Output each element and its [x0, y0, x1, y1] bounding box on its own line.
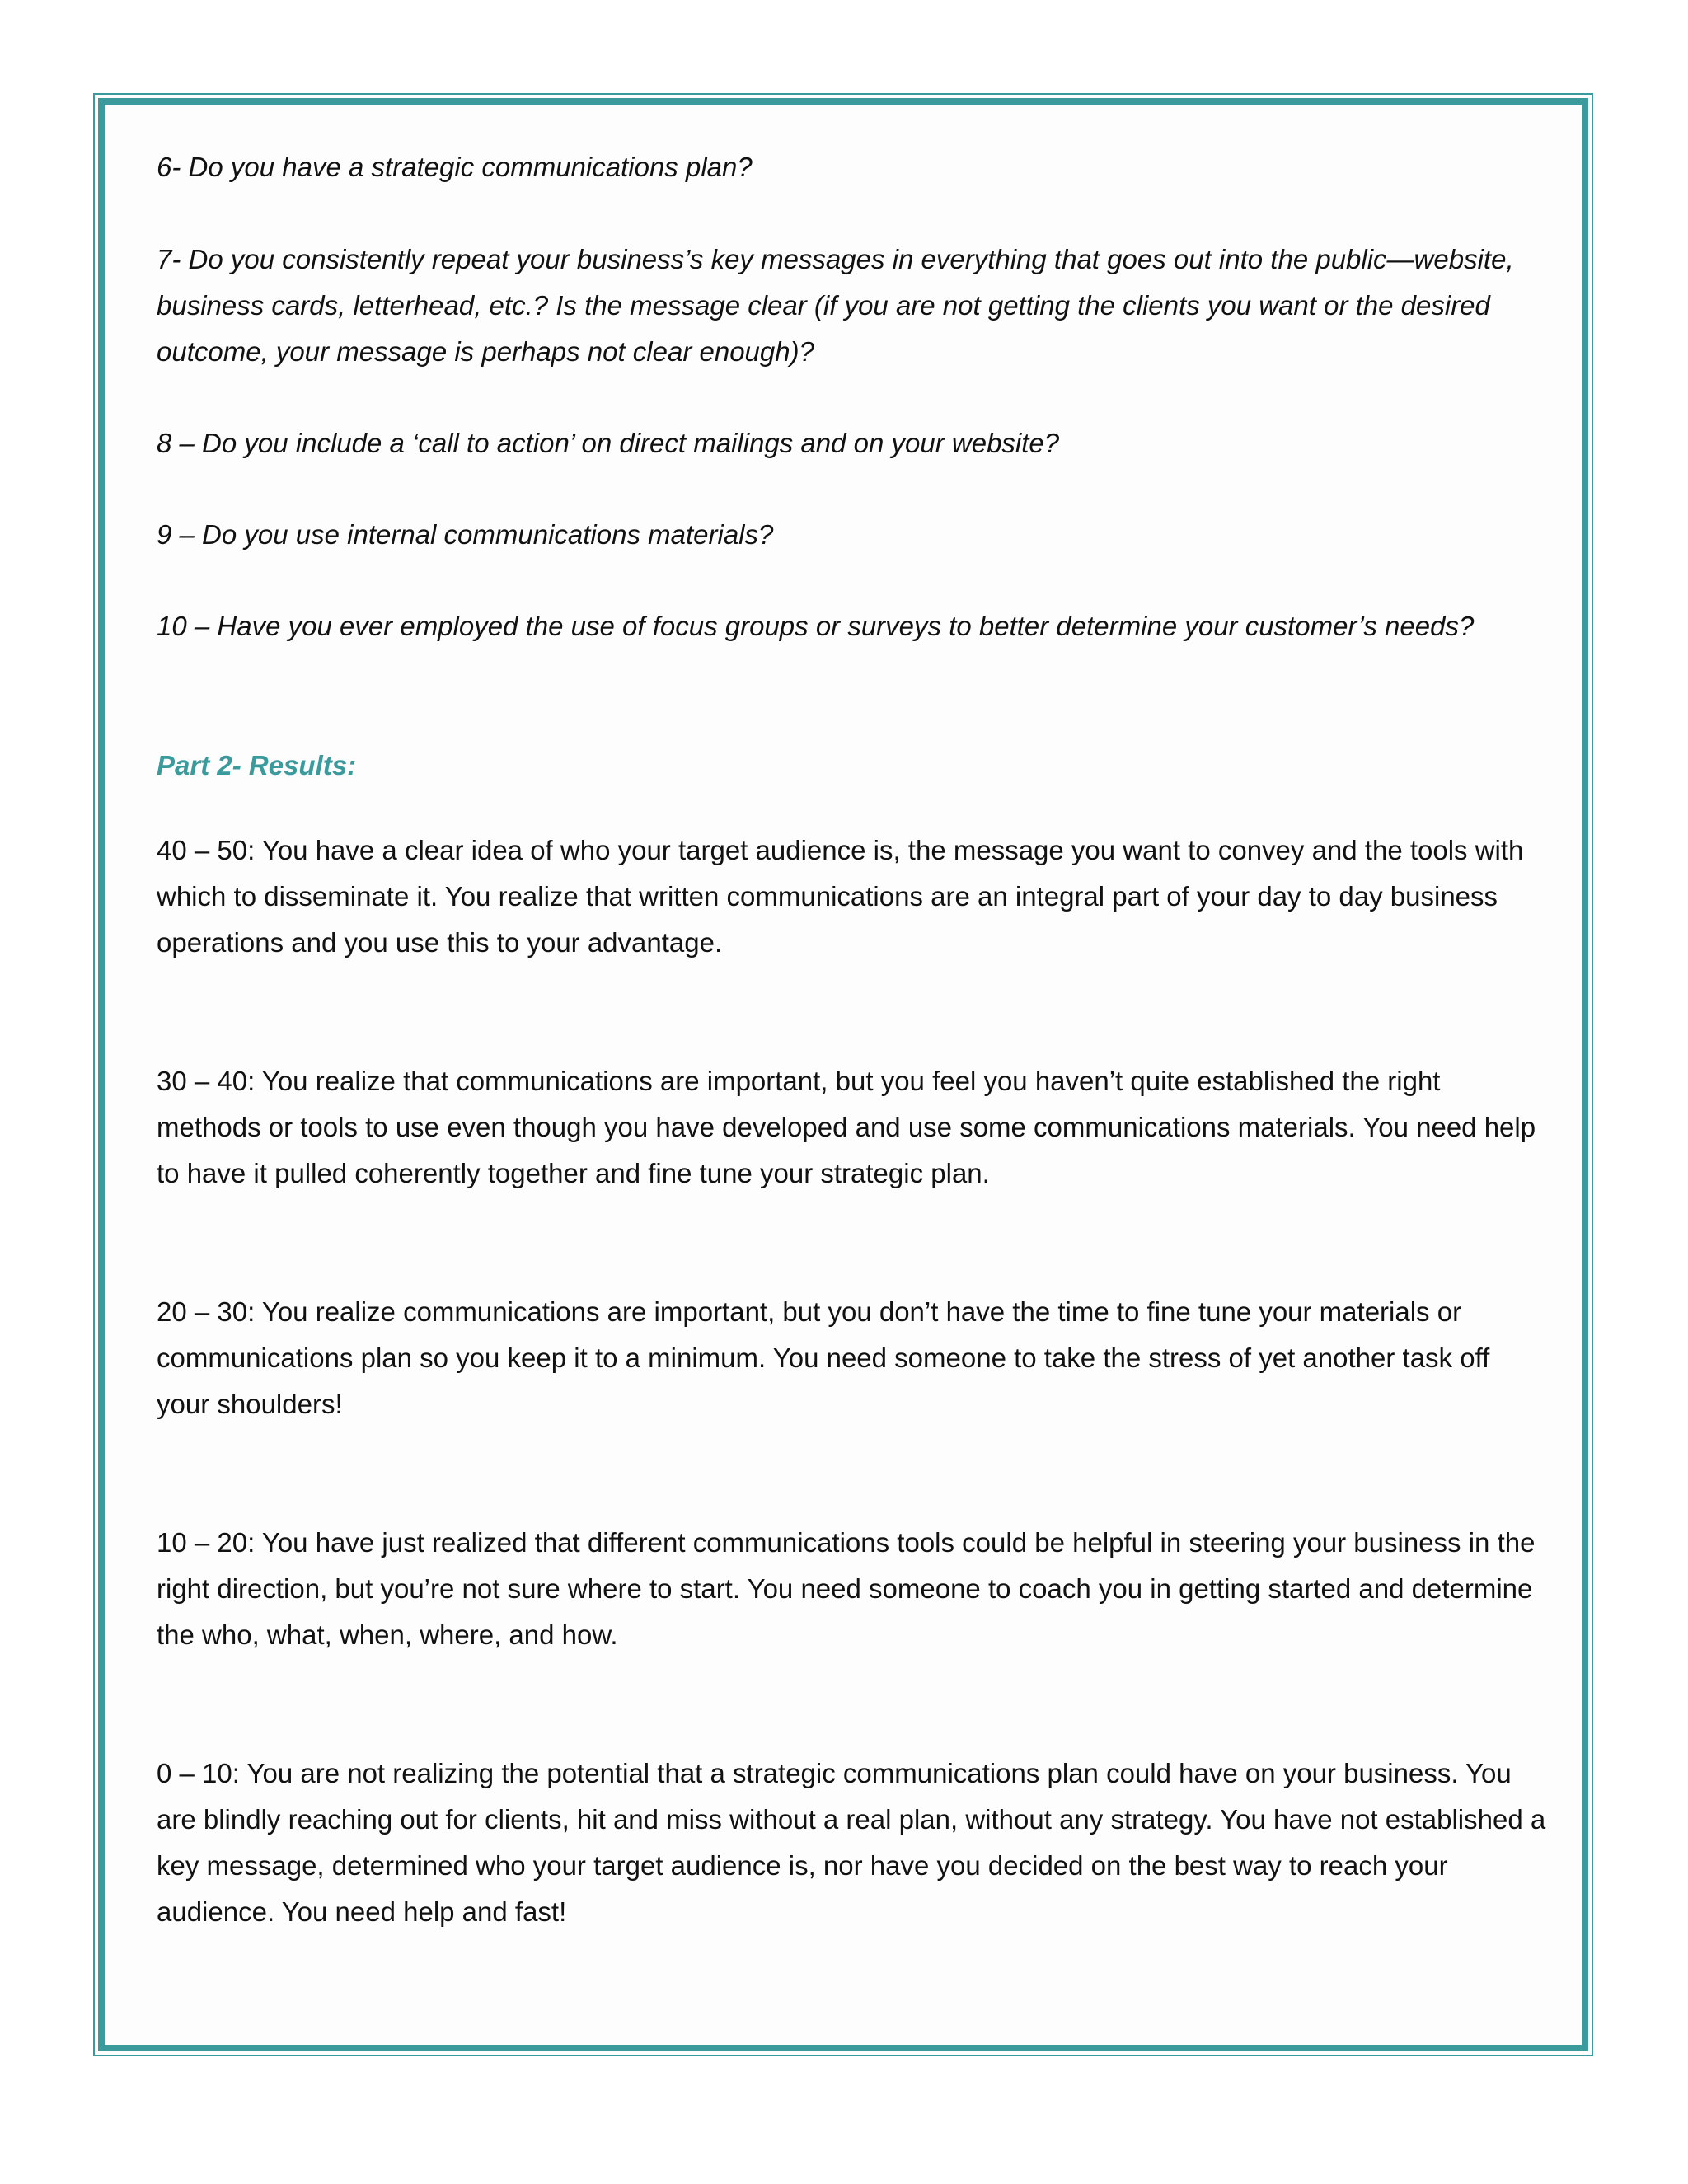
- result-30-40: 30 – 40: You realize that communications are important, but you feel you haven’t quite established the right methods or tools to use even though you have developed and use some communications materials. You need help to have it pulled coherently together and fine tune your strategic plan.: [157, 1066, 1536, 1188]
- question-10: 10 – Have you ever employed the use of focus groups or surveys to better determine your customer’s needs?: [157, 611, 1475, 641]
- question-6: 6- Do you have a strategic communications plan?: [157, 152, 753, 182]
- result-0-10: 0 – 10: You are not realizing the potential that a strategic communications plan could have on your business. You are blindly reaching out for clients, hit and miss without a real plan, without any strategy. You have not established a key message, determined who your target audience is, nor have you decided on the best way to reach your audience. You need help and fast!: [157, 1758, 1546, 1927]
- result-20-30: 20 – 30: You realize communications are important, but you don’t have the time to fine tune your materials or communications plan so you keep it to a minimum. You need someone to take the stress of yet another task off your shoulders!: [157, 1296, 1490, 1419]
- question-9: 9 – Do you use internal communications materials?: [157, 519, 774, 550]
- result-10-20: 10 – 20: You have just realized that different communications tools could be helpful in steering your business in the right direction, but you’re not sure where to start. You need someone to coach you in getting started and determine the who, what, when, where, and how.: [157, 1527, 1536, 1650]
- question-7: 7- Do you consistently repeat your business’s key messages in everything that goes out into the public—website, business cards, letterhead, etc.? Is the message clear (if you are not getting the clients you want or the desired outcome, your message is perhaps not clear enough)?: [157, 244, 1514, 367]
- question-8: 8 – Do you include a ‘call to action’ on direct mailings and on your website?: [157, 428, 1060, 458]
- result-40-50: 40 – 50: You have a clear idea of who your target audience is, the message you want to convey and the tools with which to disseminate it. You realize that written communications are an integral part of your day to day business operations and you use this to your advantage.: [157, 835, 1524, 958]
- results-heading: Part 2- Results:: [157, 750, 357, 780]
